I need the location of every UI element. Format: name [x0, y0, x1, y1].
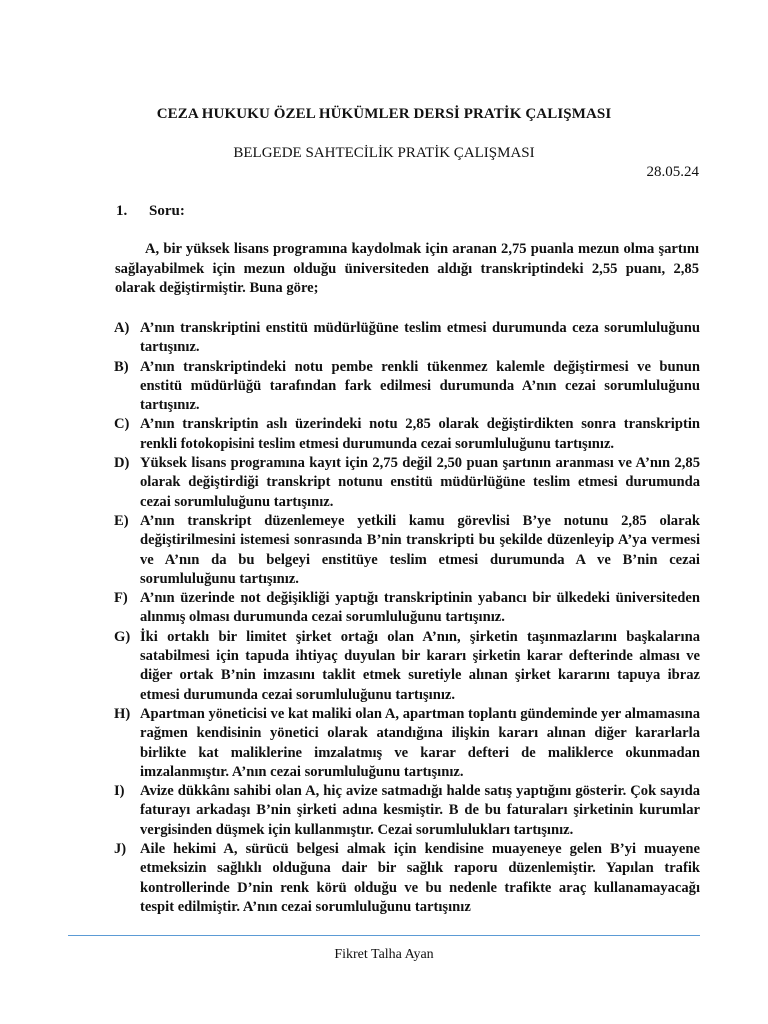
- sub-question-text: A’nın transkript düzenlemeye yetkili kamu görevlisi B’ye notunu 2,85 olarak değiştirilmesini istemesi sonrasında B’nin transkripti bu şekilde düzenleyip A’ya vermesi ve A’nın da bu belgeyi enstitüye teslim etmesi durumunda A ve B’nin cezai sorumluluğunu tartışınız.: [140, 512, 700, 587]
- question-label: Soru:: [149, 203, 185, 219]
- footer-divider: [68, 935, 700, 936]
- sub-question-letter: J): [114, 841, 127, 858]
- sub-question-text: A’nın transkriptindeki notu pembe renkli tükenmez kalemle değiştirmesi ve bunun enstitü müdürlüğü tarafından fark edilmesi durumunda A’nın cezai sorumluluğunu tartışınız.: [140, 358, 700, 414]
- sub-question-text: İki ortaklı bir limitet şirket ortağı olan A’nın, şirketin taşınmazlarını başkalarına satabilmesi için tapuda ihtiyaç duyulan bir kararı şirketin karar defterinde alması ve diğer ortak B’nin imzasını taklit etmek suretiyle alınan şirket kararını tapuya ibraz etmesi durumunda cezai sorumluluğunu tartışınız.: [140, 628, 700, 703]
- sub-question-list: [114, 319, 700, 917]
- sub-question-text: Aile hekimi A, sürücü belgesi almak için kendisine muayeneye gelen B’yi muayene etmeksizin sağlıklı olduğuna dair bir sağlık raporu düzenlemiştir. Yapılan trafik kontrollerinde D’nin renk körü olduğu ve bu nedenle trafikte araç kullanamayacağı tespit edilmiştir. A’nın cezai sorumluluğunu tartışınız: [140, 841, 700, 915]
- sub-question-letter: G): [114, 628, 131, 645]
- sub-question-item: [114, 628, 700, 705]
- sub-question-item: [114, 589, 700, 628]
- question-intro: A, bir yüksek lisans programına kaydolmak için aranan 2,75 puanla mezun olma şartını sağlayabilmek için mezun olduğu üniversiteden aldığı transkriptindeki 2,55 puanı, 2,85 olarak değiştirmiştir. Buna göre;: [115, 241, 699, 296]
- sub-question-item: [114, 415, 700, 454]
- sub-question-text: A’nın transkriptini enstitü müdürlüğüne teslim etmesi durumunda ceza sorumluluğunu tartışınız.: [140, 320, 700, 356]
- sub-question-item: [114, 705, 700, 782]
- question-number: 1.: [116, 203, 128, 219]
- sub-question-item: [114, 454, 700, 512]
- sub-question-letter: B): [114, 358, 129, 375]
- sub-question-letter: C): [114, 416, 130, 433]
- sub-question-letter: I): [114, 783, 125, 800]
- sub-question-text: Apartman yöneticisi ve kat maliki olan A, apartman toplantı gündeminde yer almamasına rağmen kendisinin yönetici olarak atandığına ilişkin kararı alınan diğer kararlarla birlikte kat maliklerine imzalatmış ve karar defteri de maliklerce okunmadan imzalanmıştır. A’nın cezai sorumluluğunu tartışınız.: [140, 705, 700, 780]
- sub-question-letter: A): [114, 320, 130, 336]
- sub-question-item: [114, 358, 700, 416]
- document-title: CEZA HUKUKU ÖZEL HÜKÜMLER DERSİ PRATİK ÇALIŞMASI: [156, 106, 612, 122]
- question-heading: [116, 203, 185, 220]
- sub-question-text: Avize dükkânı sahibi olan A, hiç avize satmadığı halde satış yaptığını gösterir. Çok sayıda faturayı arkadaşı B’nin şirketi adına kesmiştir. B de bu faturaları şirketinin kurumlar vergisinden düşmek için kullanmıştır. Cezai sorumlulukları tartışınız.: [140, 783, 700, 838]
- sub-question-item: [114, 512, 700, 589]
- sub-question-letter: H): [114, 705, 131, 722]
- sub-question-item: [114, 840, 700, 917]
- sub-question-letter: F): [114, 590, 128, 607]
- sub-question-letter: D): [114, 455, 130, 472]
- sub-question-item: [114, 782, 700, 840]
- document-subtitle: BELGEDE SAHTECİLİK PRATİK ÇALIŞMASI: [233, 145, 535, 161]
- sub-question-item: [114, 319, 700, 358]
- sub-question-text: A’nın transkriptin aslı üzerindeki notu 2,85 olarak değiştirdikten sonra transkriptin renkli fotokopisini teslim etmesi durumunda cezai sorumluluğunu tartışınız.: [140, 416, 700, 452]
- footer-author: Fikret Talha Ayan: [334, 947, 434, 962]
- sub-question-text: A’nın üzerinde not değişikliği yaptığı transkriptinin yabancı bir ülkedeki üniversiteden alınmış olması durumunda cezai sorumluluğunu tartışınız.: [140, 590, 700, 626]
- sub-question-letter: E): [114, 512, 129, 529]
- document-date: 28.05.24: [646, 164, 699, 180]
- sub-question-text: Yüksek lisans programına kayıt için 2,75 değil 2,50 puan şartının aranması ve A’nın 2,85 olarak değiştirdiği transkript notunu enstitü müdürlüğüne teslim etmesi durumunda cezai sorumluluğunu tartışınız.: [140, 455, 700, 510]
